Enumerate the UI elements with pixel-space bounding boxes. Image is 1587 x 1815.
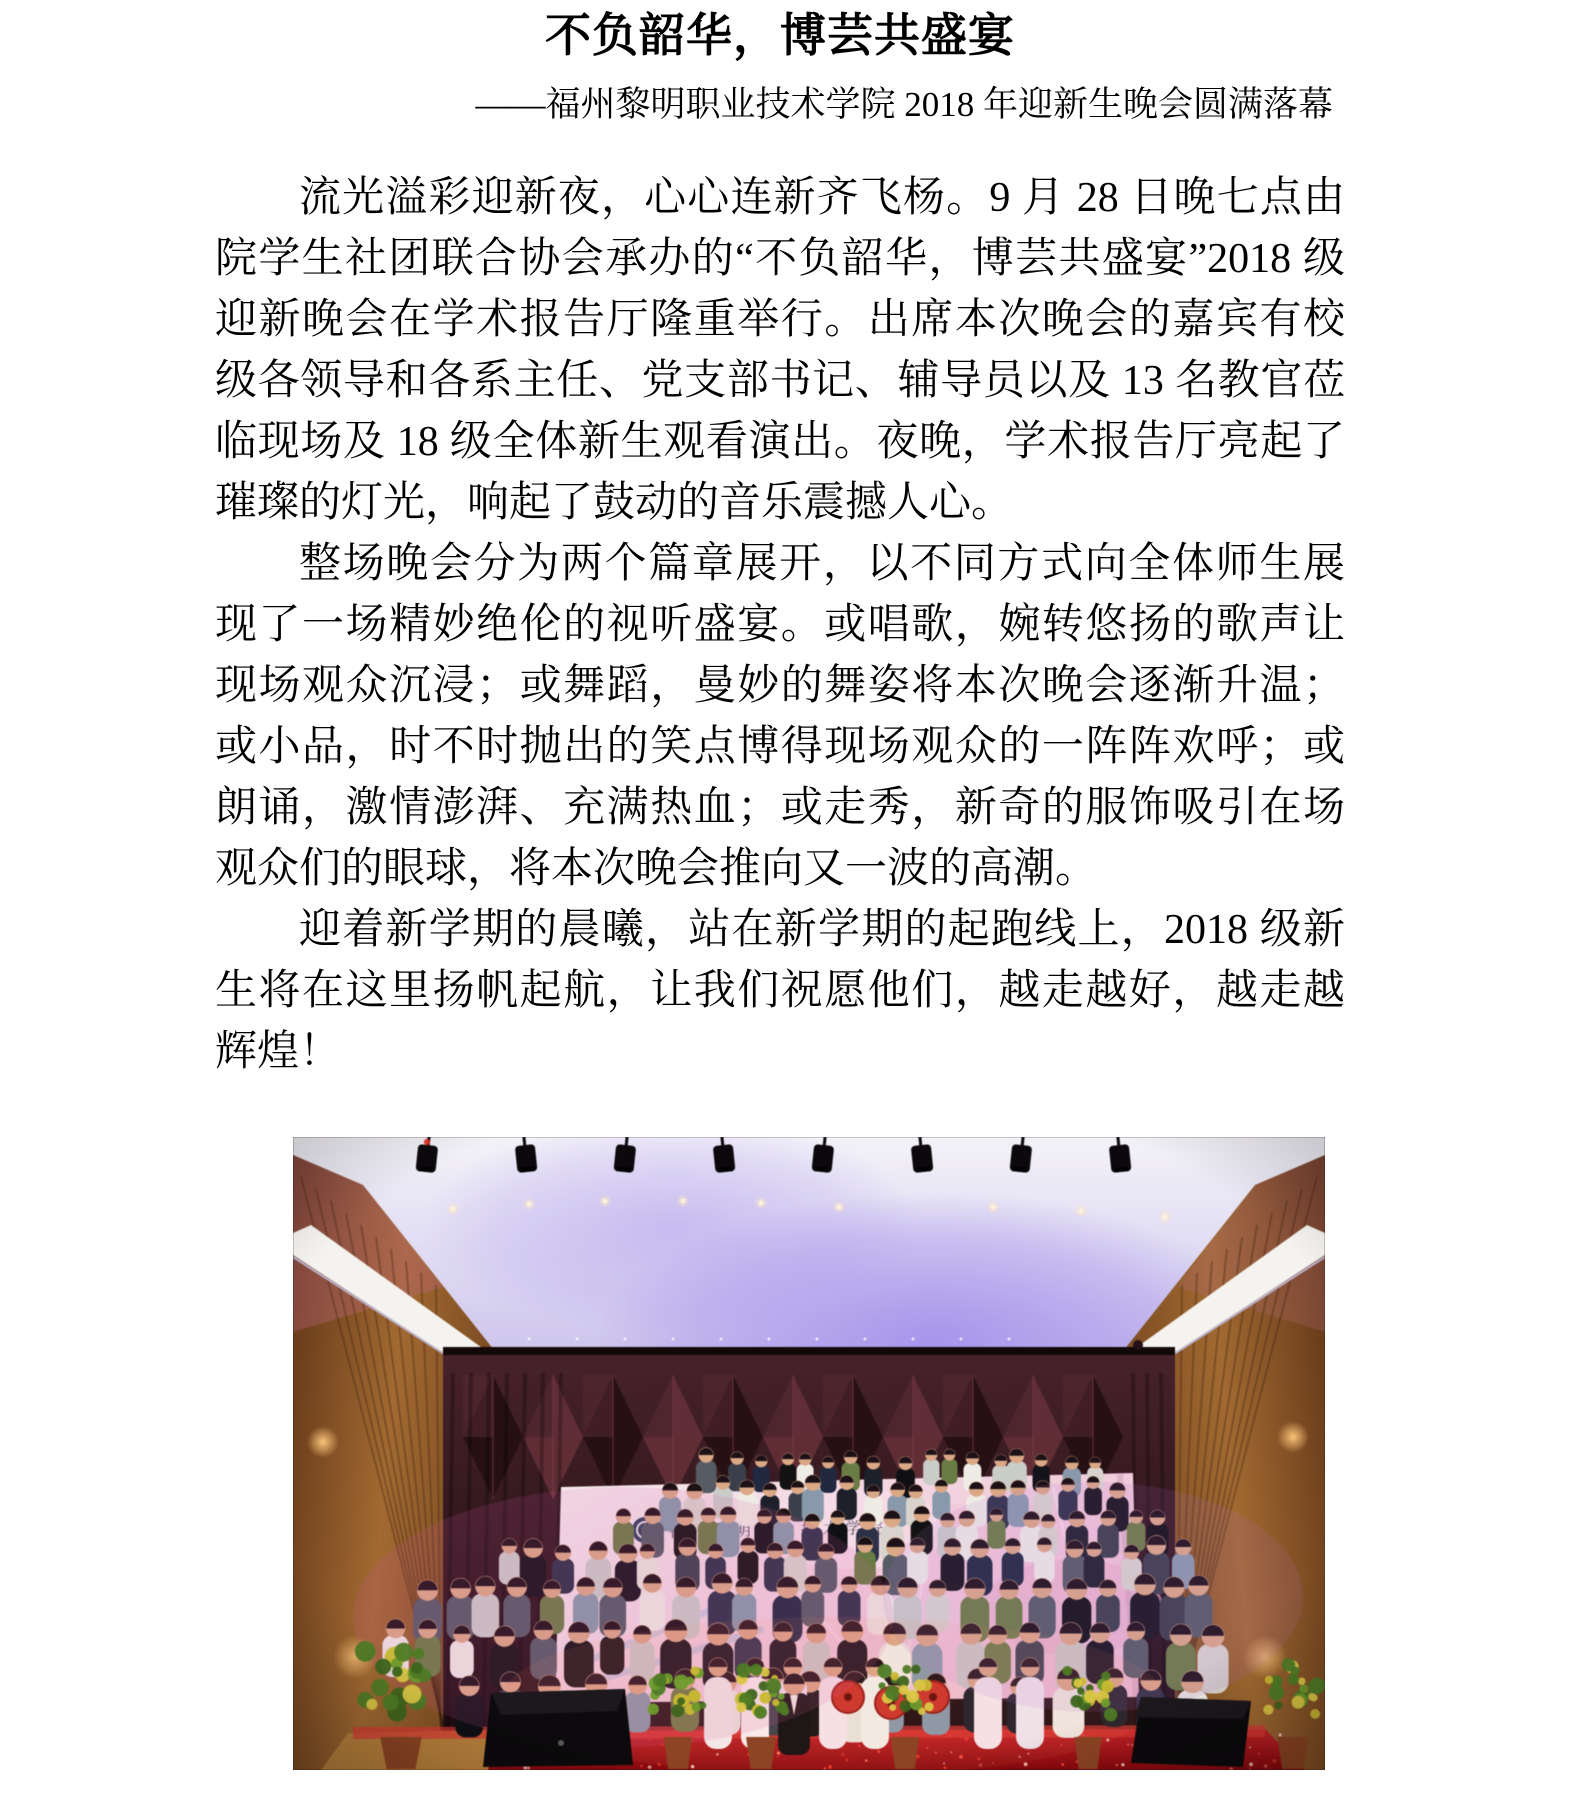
paragraph-1: 流光溢彩迎新夜，心心连新齐飞杨。9 月 28 日晚七点由院学生社团联合协会承办的“不负韶华，博芸共盛宴”2018 级迎新晚会在学术报告厅隆重举行。出席本次晚会的嘉宾有校级各领导和各系主任、党支部书记、辅导员以及 13 名教官莅临现场及 18 级全体新生观看演出。夜晚，学术报告厅亮起了璀璨的灯光，响起了鼓动的音乐震撼人心。 — [215, 175, 1345, 526]
paragraph-3: 迎着新学期的晨曦，站在新学期的起跑线上，2018 级新生将在这里扬帆起航，让我们祝愿他们，越走越好，越走越辉煌！ — [215, 907, 1345, 1075]
article-body — [215, 168, 1345, 1083]
subtitle: ——福州黎明职业技术学院 2018 年迎新生晚会圆满落幕 — [475, 85, 1333, 124]
article — [215, 0, 1345, 1083]
stage-photo-illustration — [293, 1137, 1325, 1770]
page-title: 不负韶华，博芸共盛宴 — [545, 10, 1015, 61]
event-photo — [293, 1137, 1325, 1770]
paragraph-2: 整场晚会分为两个篇章展开，以不同方式向全体师生展现了一场精妙绝伦的视听盛宴。或唱歌，婉转悠扬的歌声让现场观众沉浸；或舞蹈，曼妙的舞姿将本次晚会逐渐升温；或小品，时不时抛出的笑点博得现场观众的一阵阵欢呼；或朗诵，激情澎湃、充满热血；或走秀，新奇的服饰吸引在场观众们的眼球，将本次晚会推向又一波的高潮。 — [215, 541, 1345, 892]
photo-vignette — [293, 1137, 1325, 1770]
